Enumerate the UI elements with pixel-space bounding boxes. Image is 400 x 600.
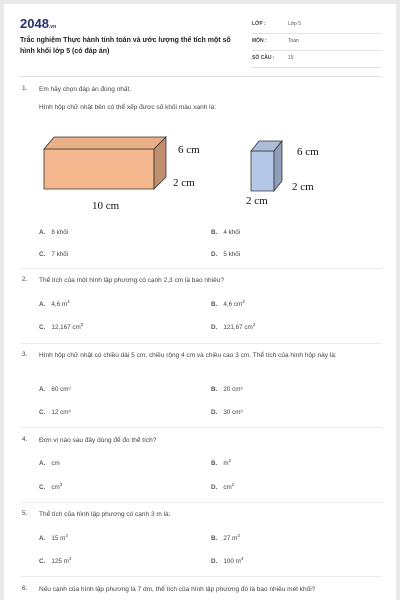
option-letter: D. xyxy=(211,324,218,331)
option-letter: B. xyxy=(211,386,218,393)
option-text: 4,6 cm xyxy=(223,301,243,308)
box-and-cube-drawing xyxy=(4,129,396,224)
option-letter: D. xyxy=(211,484,218,491)
header-divider xyxy=(20,76,382,77)
meta-value: Toán xyxy=(288,38,299,44)
q3-option-c[interactable] xyxy=(39,409,71,416)
option-text: 60 cm³ xyxy=(51,386,71,393)
box-front-face xyxy=(44,149,154,189)
question-separator xyxy=(20,268,382,269)
question-separator xyxy=(20,427,382,428)
option-text: cm xyxy=(51,460,60,467)
meta-row-count xyxy=(252,52,382,68)
box-top-face xyxy=(44,137,166,149)
q3-option-d[interactable] xyxy=(211,409,243,416)
q3-option-a[interactable] xyxy=(39,386,71,393)
question-2-text: Thể tích của một hình lập phương có cạnh 2,3 cm là bao nhiêu? xyxy=(39,277,224,284)
option-text: 30 cm³ xyxy=(223,409,243,416)
option-exponent: 3 xyxy=(67,298,70,304)
q4-option-d[interactable] xyxy=(211,481,235,491)
cube-depth-label: 2 cm xyxy=(292,181,314,193)
option-text: 15 m xyxy=(51,535,66,542)
option-letter: D. xyxy=(211,558,218,565)
page-title: Trắc nghiệm Thực hành tính toán và ước lượng thể tích một số hình khối lớp 5 (có đáp án) xyxy=(20,37,231,55)
option-letter: C. xyxy=(39,558,46,565)
meta-row-grade xyxy=(252,18,382,34)
option-letter: A. xyxy=(39,386,46,393)
q2-option-c[interactable] xyxy=(39,321,84,331)
option-text: 12,167 cm xyxy=(51,324,81,331)
question-4-text: Đơn vị nào sau đây dùng để đo thể tích? xyxy=(39,437,157,444)
q1-option-d[interactable] xyxy=(211,251,240,258)
question-number: 1. xyxy=(22,85,28,92)
option-text: 7 khối xyxy=(51,251,69,258)
q4-option-c[interactable] xyxy=(39,481,63,491)
option-text: 12 cm³ xyxy=(51,409,71,416)
option-letter: C. xyxy=(39,484,46,491)
question-3-text: Hình hộp chữ nhật có chiều dài 5 cm, chiều rộng 4 cm và chiều cao 3 cm. Thể tích của hình hộp này là: xyxy=(39,352,337,359)
question-5-number: 5. xyxy=(22,510,28,517)
option-letter: D. xyxy=(211,409,218,416)
box-depth-label: 2 cm xyxy=(173,177,195,189)
question-1-figure xyxy=(4,129,396,224)
option-text: cm xyxy=(51,484,60,491)
meta-row-subject xyxy=(252,35,382,51)
question-text: Hình hộp chữ nhật bên có thể xếp được số khối màu xanh là: xyxy=(39,104,217,111)
question-separator xyxy=(20,576,382,577)
q5-option-d[interactable] xyxy=(211,555,244,565)
option-letter: A. xyxy=(39,460,46,467)
logo-suffix: .vn xyxy=(48,24,57,30)
option-text: 5 khối xyxy=(223,251,241,258)
question-separator xyxy=(20,502,382,503)
option-letter: B. xyxy=(211,301,218,308)
option-text: 27 m xyxy=(223,535,238,542)
option-letter: B. xyxy=(211,460,218,467)
option-text: 4,6 m xyxy=(51,301,68,308)
q1-option-c[interactable] xyxy=(39,251,68,258)
q2-option-d[interactable] xyxy=(211,321,256,331)
option-exponent: 3 xyxy=(80,321,84,327)
question-4-number: 4. xyxy=(22,436,28,443)
meta-value: Lớp 5 xyxy=(288,21,302,27)
site-logo[interactable] xyxy=(20,16,56,31)
q4-option-a[interactable] xyxy=(39,460,60,467)
worksheet-page xyxy=(4,4,396,600)
question-5-text: Thể tích của hình lập phương có cạnh 3 m là: xyxy=(39,511,171,518)
option-text: 100 m xyxy=(223,558,241,565)
cube-height-label: 6 cm xyxy=(297,146,319,158)
option-text: 20 cm³ xyxy=(223,386,243,393)
option-text: cm xyxy=(223,484,232,491)
question-2-number: 2. xyxy=(22,276,28,283)
option-letter: C. xyxy=(39,324,46,331)
option-exponent: 3 xyxy=(237,532,240,538)
box-length-label: 10 cm xyxy=(92,200,120,212)
option-letter: B. xyxy=(211,535,218,542)
option-text: 121,67 cm xyxy=(223,324,253,331)
meta-key: LỚP : xyxy=(252,21,266,27)
option-exponent: 3 xyxy=(240,555,244,561)
question-separator xyxy=(20,343,382,344)
worksheet-meta xyxy=(252,18,382,69)
box-height-label: 6 cm xyxy=(178,144,200,156)
option-exponent: 2 xyxy=(231,481,235,487)
option-exponent: 2 xyxy=(242,298,245,304)
option-letter: C. xyxy=(39,251,46,258)
meta-value: 15 xyxy=(288,55,294,61)
option-text: m xyxy=(223,460,229,467)
q5-option-a[interactable] xyxy=(39,532,68,542)
q5-option-c[interactable] xyxy=(39,555,72,565)
q1-option-a[interactable] xyxy=(39,229,68,236)
meta-key: MÔN : xyxy=(252,38,267,44)
question-6-text: Nếu cạnh của hình lập phương là 7 dm, thể tích của hình lập phương đó là bao nhiêu mét khối? xyxy=(39,586,316,593)
q3-option-b[interactable] xyxy=(211,386,243,393)
option-letter: A. xyxy=(39,229,46,236)
cube-front-face xyxy=(251,151,274,191)
question-3-number: 3. xyxy=(22,351,28,358)
option-exponent: 2 xyxy=(228,457,232,463)
option-text: 125 m xyxy=(51,558,69,565)
meta-key: SỐ CÂU : xyxy=(252,55,275,61)
question-6-number: 6. xyxy=(22,585,28,592)
option-exponent: 3 xyxy=(68,555,72,561)
cube-width-label: 2 cm xyxy=(246,195,268,207)
option-letter: C. xyxy=(39,409,46,416)
option-text: 8 khối xyxy=(51,229,69,236)
option-exponent: 3 xyxy=(252,321,256,327)
option-text: 4 khối xyxy=(223,229,241,236)
option-letter: D. xyxy=(211,251,218,258)
option-exponent: 3 xyxy=(59,481,63,487)
q2-option-b[interactable] xyxy=(211,298,245,308)
option-letter: B. xyxy=(211,229,218,236)
option-exponent: 3 xyxy=(65,532,68,538)
option-letter: A. xyxy=(39,535,46,542)
logo-main: 2048 xyxy=(20,16,49,31)
option-letter: A. xyxy=(39,301,46,308)
question-intro: Em hãy chọn đáp án đúng nhất. xyxy=(39,86,132,93)
worksheet-header xyxy=(4,4,396,72)
q2-option-a[interactable] xyxy=(39,298,70,308)
q5-option-b[interactable] xyxy=(211,532,240,542)
q4-option-b[interactable] xyxy=(211,457,232,467)
q1-option-b[interactable] xyxy=(211,229,240,236)
